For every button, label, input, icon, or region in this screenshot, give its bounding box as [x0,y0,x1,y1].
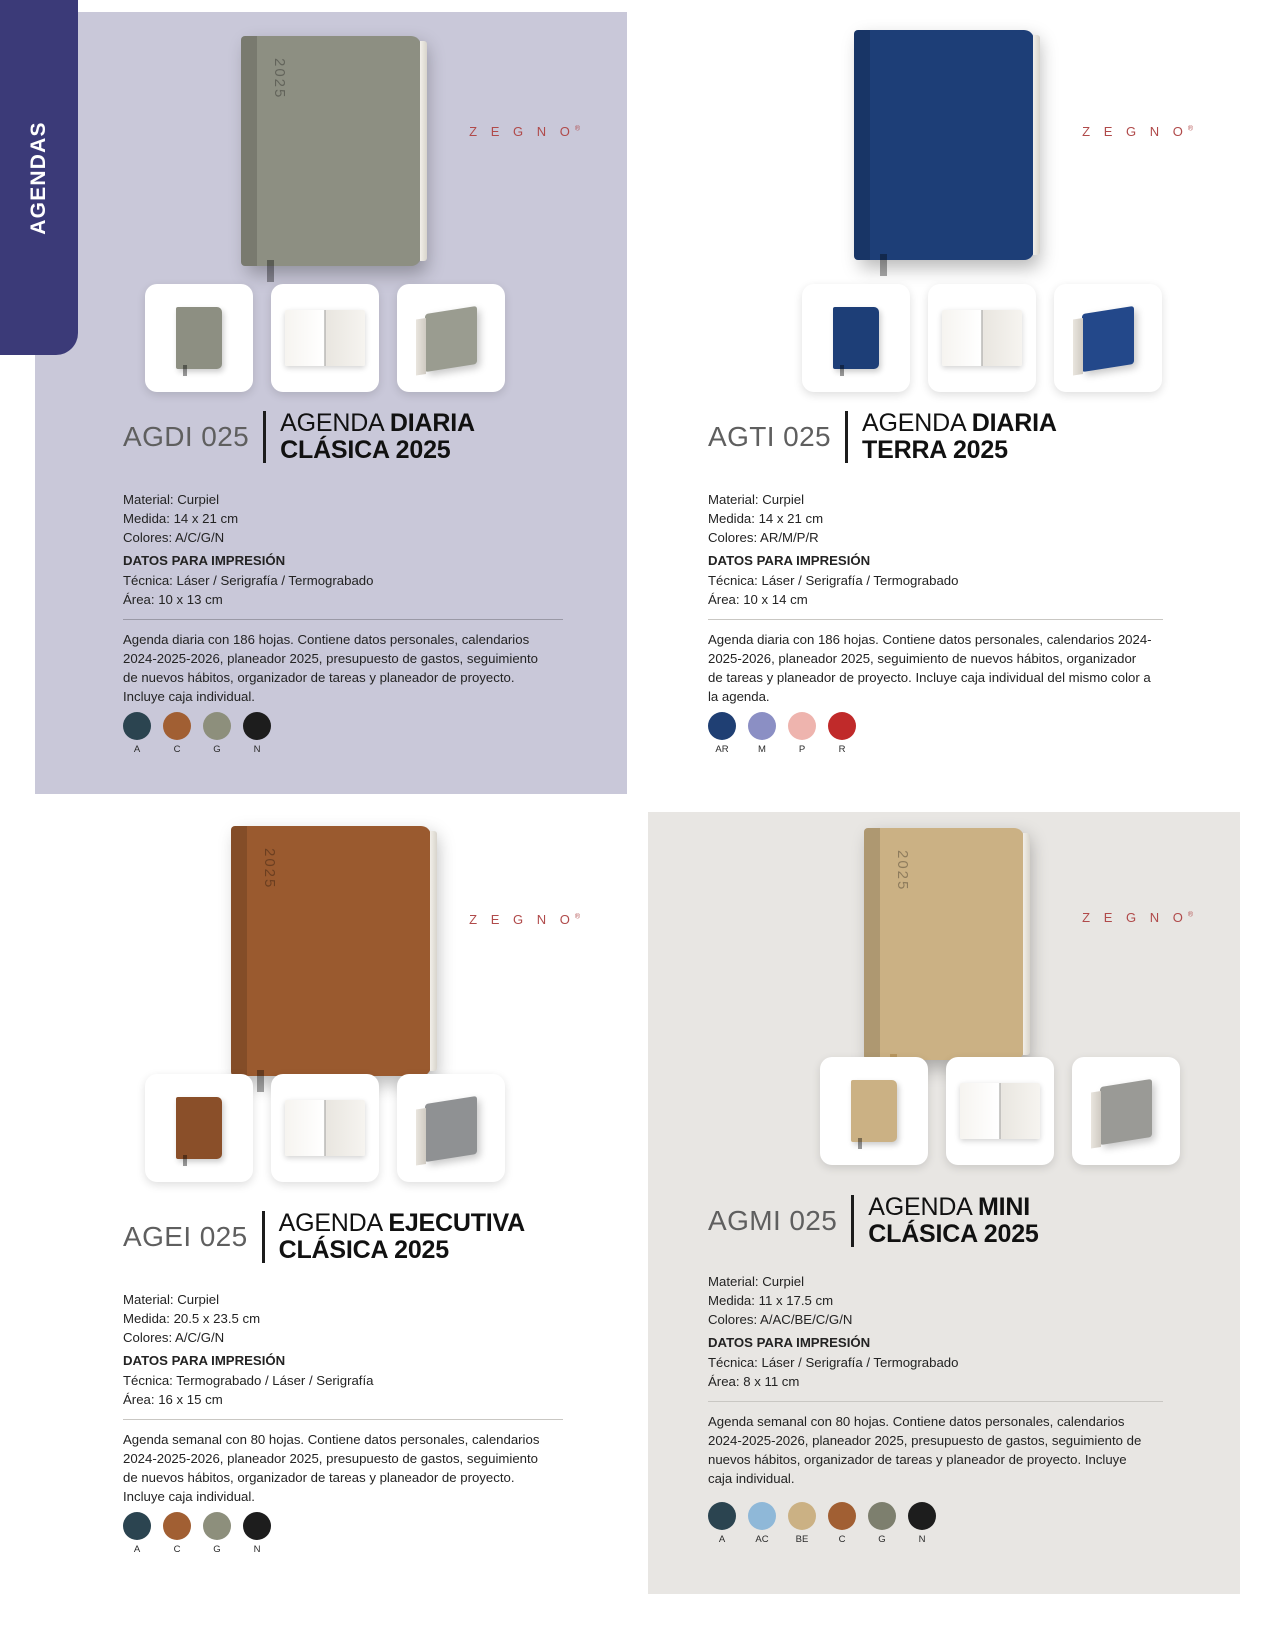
product-card-agei-025[interactable] [35,812,627,1594]
title-bold: DIARIA [389,409,475,437]
brand-logo-agmi [1082,910,1198,925]
brand-logo-agti [1082,124,1198,139]
brand-name: Z E G N O [1082,124,1188,139]
spec-list-agdi [123,490,563,620]
swatch[interactable] [203,712,231,755]
product-title [862,410,1057,464]
spec-divider [123,1419,563,1420]
section-tab-label: AGENDAS [27,120,50,235]
cover-pages [1033,35,1040,255]
spec-tecnica: Técnica: Termograbado / Láser / Serigrafía [123,1372,374,1388]
product-code: AGEI 025 [123,1221,248,1252]
thumbnail-row-agdi [35,284,627,392]
color-swatches-agdi [123,712,271,755]
cover-ribbon [880,254,887,276]
product-card-agti-025[interactable] [648,12,1240,794]
spec-material: Material: Curpiel [708,1274,805,1289]
spec-medida: Medida: 14 x 21 cm [123,511,239,527]
title-line2: TERRA 2025 [862,436,1008,464]
product-code: AGTI 025 [708,421,832,452]
cover-pages [420,41,427,261]
thumbnail-open-spread[interactable] [946,1057,1054,1165]
product-cover-agmi [864,828,1024,1060]
swatch-label: N [918,1534,926,1545]
product-cover-agdi [241,36,421,266]
brand-name: Z E G N O [469,912,575,927]
brand-mark: ® [1187,911,1198,919]
swatch-label: C [838,1534,846,1545]
swatch-label: N [253,1544,261,1555]
spec-colores: Colores: AR/M/P/R [708,530,819,546]
thumbnail-open-spread[interactable] [271,284,379,392]
brand-mark: ® [574,913,585,921]
swatch-label: G [878,1534,886,1545]
swatch-label: G [213,1544,221,1555]
brand-name: Z E G N O [469,124,575,139]
color-swatches-agmi [708,1502,936,1545]
title-bold: DIARIA [971,409,1057,437]
title-light: AGENDA [862,409,966,437]
thumbnail-open-spread[interactable] [928,284,1036,392]
swatch[interactable] [748,712,776,755]
thumbnail-closed[interactable] [802,284,910,392]
color-swatches-agti [708,712,856,755]
hero-image-agdi [35,12,627,282]
spec-colores: Colores: A/C/G/N [123,530,225,546]
spec-divider [708,619,1163,620]
cover-spine [854,30,870,260]
product-description: Agenda semanal con 80 hojas. Contiene datos personales, calendarios 2024-2025-2026, planeador 2025, presupuesto de gastos, seguimiento de nuevos hábitos, organizador de tareas y planeador de proyecto. Incluye caja individual. [708,1414,1142,1487]
spec-tecnica: Técnica: Láser / Serigrafía / Termograbado [708,1354,959,1370]
product-title [280,410,475,464]
swatch-label: P [798,744,806,755]
thumbnail-closed[interactable] [145,284,253,392]
print-data-header: DATOS PARA IMPRESIÓN [123,1353,286,1369]
brand-logo-agei [469,912,585,927]
swatch[interactable] [828,1502,856,1545]
spec-area: Área: 10 x 14 cm [708,591,808,607]
swatch[interactable] [243,1512,271,1555]
swatch[interactable] [163,712,191,755]
cover-spine [864,828,880,1060]
spec-divider [708,1401,1163,1402]
swatch[interactable] [868,1502,896,1545]
spec-list-agmi [708,1272,1163,1402]
title-row-agei [35,1210,627,1264]
swatch[interactable] [748,1502,776,1545]
swatch[interactable] [708,712,736,755]
cover-spine [241,36,257,266]
title-row-agti [648,410,1240,464]
product-code: AGMI 025 [708,1205,838,1236]
product-description: Agenda diaria con 186 hojas. Contiene datos personales, calendarios 2024-2025-2026, planeador 2025, seguimiento de nuevos hábitos, organizador de tareas y planeador de proyecto. Incluye caja individual del mismo color a la agenda. [708,632,1152,705]
swatch[interactable] [788,712,816,755]
spec-divider [123,619,563,620]
title-bold: EJECUTIVA [388,1209,526,1237]
cover-pages [1023,833,1030,1055]
title-row-agdi [35,410,627,464]
print-data-header: DATOS PARA IMPRESIÓN [708,1335,871,1351]
print-data-header: DATOS PARA IMPRESIÓN [123,553,286,569]
product-title [279,1210,525,1264]
product-card-agmi-025[interactable] [648,812,1240,1594]
spec-material: Material: Curpiel [123,1292,220,1307]
section-tab-agendas [0,0,78,355]
spec-tecnica: Técnica: Láser / Serigrafía / Termograbado [123,572,374,588]
cover-spine [231,826,247,1076]
spec-colores: Colores: A/AC/BE/C/G/N [708,1312,853,1328]
product-description: Agenda semanal con 80 hojas. Contiene datos personales, calendarios 2024-2025-2026, planeador 2025, presupuesto de gastos, seguimiento de nuevos hábitos, organizador de tareas y planeador de proyecto. Incluye caja individual. [123,1432,540,1505]
cover-pages [430,831,437,1071]
spec-list-agei [123,1290,563,1420]
thumbnail-closed[interactable] [820,1057,928,1165]
title-light: AGENDA [278,1209,382,1237]
title-divider [845,411,848,463]
thumbnail-angled[interactable] [397,284,505,392]
thumbnail-row-agti [648,284,1240,392]
spec-area: Área: 10 x 13 cm [123,591,223,607]
title-line2: CLÁSICA 2025 [280,436,451,464]
title-light: AGENDA [280,409,384,437]
cover-year-text: 2025 [270,58,288,100]
spec-medida: Medida: 20.5 x 23.5 cm [123,1311,261,1327]
swatch-label: BE [795,1534,809,1545]
print-data-header: DATOS PARA IMPRESIÓN [708,553,871,569]
swatch[interactable] [788,1502,816,1545]
thumbnail-row-agmi [648,1057,1240,1165]
spec-colores: Colores: A/C/G/N [123,1330,225,1346]
swatch-label: C [173,1544,181,1555]
title-divider [263,411,266,463]
thumbnail-angled[interactable] [397,1074,505,1182]
swatch[interactable] [708,1502,736,1545]
product-title [868,1194,1038,1248]
swatch-label: M [758,744,766,755]
thumbnail-angled[interactable] [1054,284,1162,392]
hero-image-agti [648,12,1240,282]
swatch-label: A [718,1534,726,1545]
cover-year-text: 2025 [893,850,911,892]
spec-list-agti [708,490,1163,620]
title-row-agmi [648,1194,1240,1248]
spec-material: Material: Curpiel [123,492,220,507]
product-description: Agenda diaria con 186 hojas. Contiene datos personales, calendarios 2024-2025-2026, planeador 2025, presupuesto de gastos, seguimiento de nuevos hábitos, organizador de tareas y planeador de proyecto. Incluye caja individual. [123,632,538,705]
thumbnail-open-spread[interactable] [271,1074,379,1182]
swatch-label: A [133,744,141,755]
swatch-label: N [253,744,261,755]
swatch-label: AR [715,744,729,755]
swatch[interactable] [828,712,856,755]
spec-material: Material: Curpiel [708,492,805,507]
color-swatches-agei [123,1512,271,1555]
brand-mark: ® [574,125,585,133]
spec-medida: Medida: 14 x 21 cm [708,511,824,527]
product-cover-agei [231,826,431,1076]
swatch-label: A [133,1544,141,1555]
thumbnail-closed[interactable] [145,1074,253,1182]
swatch-label: R [838,744,846,755]
product-card-agdi-025[interactable] [35,12,627,794]
swatch[interactable] [908,1502,936,1545]
title-light: AGENDA [868,1193,972,1221]
spec-area: Área: 16 x 15 cm [123,1391,223,1407]
swatch[interactable] [243,712,271,755]
title-line2: CLÁSICA 2025 [868,1220,1039,1248]
title-bold: MINI [978,1193,1030,1221]
brand-mark: ® [1187,125,1198,133]
swatch[interactable] [163,1512,191,1555]
swatch-label: AC [755,1534,769,1545]
swatch[interactable] [123,1512,151,1555]
thumbnail-angled[interactable] [1072,1057,1180,1165]
swatch-label: C [173,744,181,755]
swatch[interactable] [203,1512,231,1555]
product-grid [35,12,1240,1632]
title-divider [262,1211,265,1263]
swatch[interactable] [123,712,151,755]
title-line2: CLÁSICA 2025 [278,1236,449,1264]
cover-ribbon [267,260,274,282]
product-code: AGDI 025 [123,421,250,452]
spec-tecnica: Técnica: Láser / Serigrafía / Termograbado [708,572,959,588]
brand-name: Z E G N O [1082,910,1188,925]
product-cover-agti [854,30,1034,260]
thumbnail-row-agei [35,1074,627,1182]
swatch-label: G [213,744,221,755]
hero-image-agei [35,812,627,1102]
spec-area: Área: 8 x 11 cm [708,1373,800,1389]
cover-year-text: 2025 [260,848,278,890]
spec-medida: Medida: 11 x 17.5 cm [708,1293,834,1309]
brand-logo-agdi [469,124,585,139]
title-divider [851,1195,854,1247]
hero-image-agmi [648,812,1240,1077]
